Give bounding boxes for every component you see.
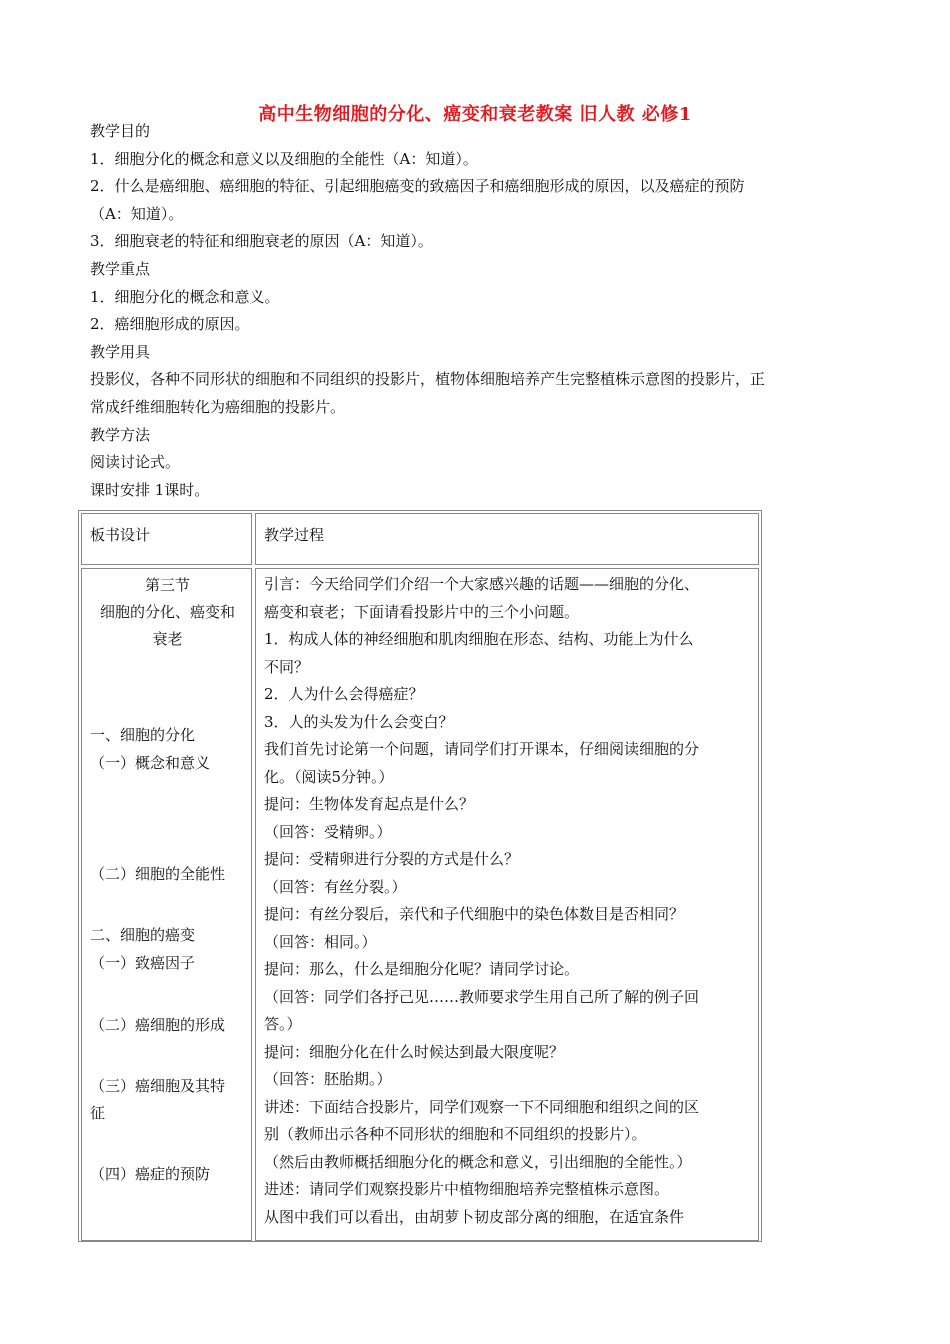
process-line: （回答：胚胎期。） [264, 1070, 392, 1088]
intro-line: （A：知道）。 [90, 204, 184, 223]
intro-line: 阅读讨论式。 [90, 453, 181, 472]
process-line: 化。（阅读5分钟。） [264, 767, 394, 786]
outline-item: 二、细胞的癌变 [90, 926, 196, 944]
process-line: 我们首先讨论第一个问题，请同学们打开课本，仔细阅读细胞的分 [264, 740, 700, 758]
outline-item: 征 [90, 1104, 106, 1122]
intro-section [90, 118, 860, 504]
process-line: （回答：同学们各抒己见……教师要求学生用自己所了解的例子回 [264, 987, 700, 1006]
intro-line: 投影仪，各种不同形状的细胞和不同组织的投影片，植物体细胞培养产生完整植株示意图的投影片，正 [90, 370, 766, 389]
intro-line: 1．细胞分化的概念和意义。 [90, 287, 280, 306]
process-line: 3．人的头发为什么会变白？ [264, 712, 454, 731]
intro-line: 常成纤维细胞转化为癌细胞的投影片。 [90, 397, 346, 416]
process-line: 1．构成人体的神经细胞和肌肉细胞在形态、结构、功能上为什么 [264, 630, 694, 648]
teaching-process-cell [255, 568, 759, 1241]
outline-item: 一、细胞的分化 [90, 726, 196, 744]
outline-item: （四）癌症的预防 [90, 1165, 211, 1183]
process-line: 提问：有丝分裂后，亲代和子代细胞中的染色体数目是否相同？ [264, 905, 685, 923]
process-line: （回答：有丝分裂。） [264, 877, 407, 896]
process-line: 讲述：下面结合投影片，同学们观察一下不同细胞和组织之间的区 [264, 1097, 700, 1116]
section-title: 细胞的分化、癌变和 [99, 603, 235, 621]
intro-heading-objectives: 教学目的 [90, 122, 151, 140]
process-line: （回答：相同。） [264, 932, 377, 951]
intro-line: 1．细胞分化的概念和意义以及细胞的全能性（A：知道）。 [90, 149, 478, 168]
board-design-cell [81, 568, 252, 1241]
outline-item: （二）癌细胞的形成 [90, 1016, 226, 1034]
process-line: 从图中我们可以看出，由胡萝卜韧皮部分离的细胞，在适宜条件 [264, 1207, 685, 1226]
process-line: 癌变和衰老；下面请看投影片中的三个小问题。 [264, 602, 580, 621]
process-line: 提问：生物体发育起点是什么？ [264, 795, 475, 813]
header-board-design: 板书设计 [81, 513, 252, 565]
intro-line: 2．什么是癌细胞、癌细胞的特征、引起细胞癌变的致癌因子和癌细胞形成的原因，以及癌症的预防 [90, 177, 745, 196]
outline-item: （二）细胞的全能性 [90, 865, 226, 883]
process-line: 提问：那么，什么是细胞分化呢？请同学讨论。 [264, 960, 580, 978]
intro-line: 3．细胞衰老的特征和细胞衰老的原因（A：知道）。 [90, 232, 433, 251]
outline-item: （一）概念和意义 [90, 754, 211, 772]
process-line: 2．人为什么会得癌症？ [264, 685, 424, 703]
intro-line: 课时安排 1课时。 [90, 480, 210, 499]
outline-item: （三）癌细胞及其特 [90, 1077, 226, 1095]
lesson-table [78, 510, 762, 1242]
intro-line: 2．癌细胞形成的原因。 [90, 315, 250, 334]
process-line: 引言：今天给同学们介绍一个大家感兴趣的话题——细胞的分化、 [264, 575, 700, 593]
intro-heading-method: 教学方法 [90, 425, 151, 444]
process-line: 进述：请同学们观察投影片中植物细胞培养完整植株示意图。 [264, 1180, 670, 1198]
process-line: 提问：受精卵进行分裂的方式是什么？ [264, 850, 520, 868]
process-line: 别（教师出示各种不同形状的细胞和不同组织的投影片）。 [264, 1125, 647, 1143]
intro-heading-focus: 教学重点 [90, 259, 151, 278]
outline-item: （一）致癌因子 [90, 954, 196, 972]
page-title: 高中生物细胞的分化、癌变和衰老教案 旧人教 必修1 [258, 104, 692, 125]
process-line: 不同？ [264, 657, 310, 676]
intro-heading-tools: 教学用具 [90, 342, 151, 361]
process-line: （回答：受精卵。） [264, 822, 392, 841]
process-line: 提问：细胞分化在什么时候达到最大限度呢？ [264, 1042, 565, 1061]
header-teaching-process: 教学过程 [255, 513, 759, 565]
section-title: 衰老 [152, 630, 183, 648]
process-line: （然后由教师概括细胞分化的概念和意义，引出细胞的全能性。） [264, 1152, 692, 1171]
section-number: 第三节 [144, 576, 190, 594]
process-line: 答。） [264, 1015, 302, 1033]
